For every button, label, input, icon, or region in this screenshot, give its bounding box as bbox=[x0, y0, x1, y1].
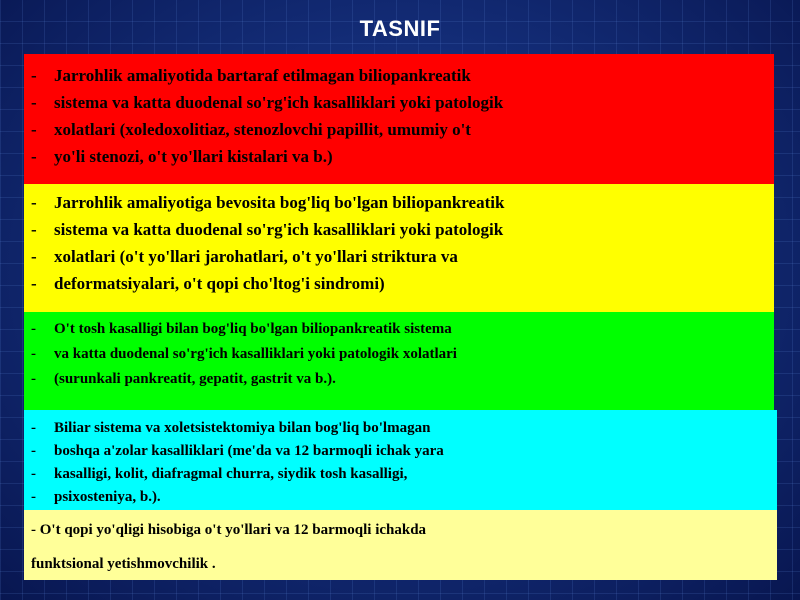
category-box-1 bbox=[24, 54, 774, 184]
list-item: - xolatlari (o't yo'llari jarohatlari, o't yo'llari striktura va bbox=[24, 243, 774, 270]
list-item: - (surunkali pankreatit, gepatit, gastrit va b.). bbox=[24, 367, 774, 392]
list-item: - deformatsiyalari, o't qopi cho'ltog'i sindromi) bbox=[24, 270, 774, 297]
category-5-line-2: funktsional yetishmovchilik . bbox=[31, 556, 216, 572]
category-3-list bbox=[24, 317, 774, 392]
category-box-3 bbox=[24, 312, 774, 410]
category-box-5 bbox=[24, 510, 777, 580]
list-item: - yo'li stenozi, o't yo'llari kistalari va b.) bbox=[24, 143, 774, 170]
list-item: - kasalligi, kolit, diafragmal churra, siydik tosh kasalligi, bbox=[24, 463, 777, 486]
category-2-list bbox=[24, 189, 774, 297]
category-1-list bbox=[24, 62, 774, 170]
slide-title: TASNIF bbox=[359, 16, 441, 41]
list-item: - O't tosh kasalligi bilan bog'liq bo'lgan biliopankreatik sistema bbox=[24, 317, 774, 342]
list-item: - Jarrohlik amaliyotida bartaraf etilmagan biliopankreatik bbox=[24, 62, 774, 89]
category-box-2 bbox=[24, 184, 774, 322]
list-item: - sistema va katta duodenal so'rg'ich kasalliklari yoki patologik bbox=[24, 89, 774, 116]
list-item: - Biliar sistema va xoletsistektomiya bilan bog'liq bo'lmagan bbox=[24, 417, 777, 440]
list-item: - boshqa a'zolar kasalliklari (me'da va 12 barmoqli ichak yara bbox=[24, 440, 777, 463]
list-item: - Jarrohlik amaliyotiga bevosita bog'liq bo'lgan biliopankreatik bbox=[24, 189, 774, 216]
category-4-list bbox=[24, 417, 777, 509]
list-item: - sistema va katta duodenal so'rg'ich kasalliklari yoki patologik bbox=[24, 216, 774, 243]
list-item: - psixosteniya, b.). bbox=[24, 486, 777, 509]
category-box-4 bbox=[24, 410, 777, 510]
list-item: - xolatlari (xoledoxolitiaz, stenozlovchi papillit, umumiy o't bbox=[24, 116, 774, 143]
list-item: - va katta duodenal so'rg'ich kasalliklari yoki patologik xolatlari bbox=[24, 342, 774, 367]
category-5-line-1: - O't qopi yo'qligi hisobiga o't yo'llari va 12 barmoqli ichakda bbox=[31, 522, 427, 538]
